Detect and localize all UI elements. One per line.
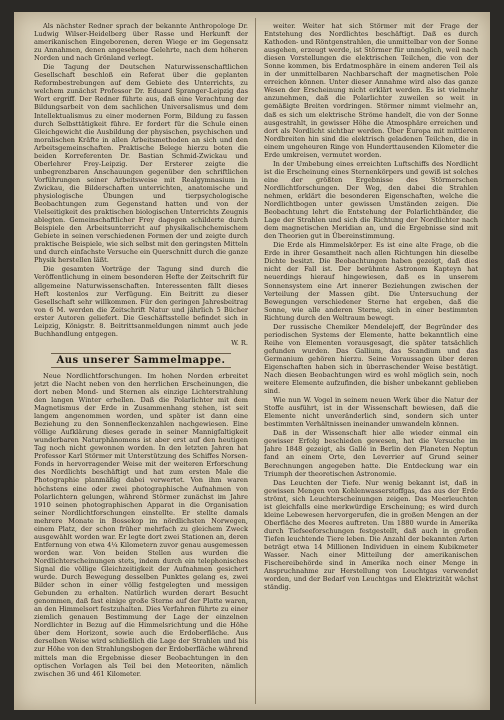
paragraph: Neue Nordlichtforschungen. Im hohen Norden erbreitet jetzt die Nacht neben von den herrlichen Erscheinungen, die dort neben Mond- und Sternen als einzige Lichterstrahlung den langen Winter erhellen. Daß die Polarlichter mit dem Magnetismus der Erde in Zusammenhang stehen, ist seit langem angenommen worden, und später ist dann eine Beziehung zu den Sonnenfleckenzahlen nachgewiesen. Eine völlige Aufklärung dieses gerade in seiner Mannigfaltigkeit wunderbaren Naturphänomens ist aber erst auf den heutigen Tag noch nicht gewonnen worden. In den letzten Jahren hat Professor Karl Störmer mit Unterstützung des Schiffes Norsen-Fonds in hervorragender Weise mit der weiteren Erforschung des Nordlichts beschäftigt und hat zum ersten Male die Photographie planmäßig dabei verwertet. Von ihm waren höchstens eine oder zwei photographische Aufnahmen von Polarlichtern gelungen, während Störmer zunächst im Jahre 1910 seinen photographischen Apparat in die Organisation seiner Nordlichtforschungen einstellte. Er stellte damals mehrere Monate in Bossekop im nördlichsten Norwegen, einem Platz, der schon früher mehrfach zu gleichem Zweck ausgewählt worden war. Er legte dort zwei Stationen an, deren Entfernung von etwa 4¼ Kilometern zuvor genau ausgemessen worden war. Von beiden Stellen aus wurden die Nordlichterscheinungen stets, indem durch ein telephonisches Signal die völlige Gleichzeitigkeit der Aufnahmen gesichert wurde. Durch Bewegung desselben Punktes gelang es, zwei Bilder schon in einer völlig festgelegten und messigen Gebunden zu erhalten. Natürlich wurden derart Besucht genommen, daß fast einige große Sterne auf der Platte waren, an den Himmelsort festzuhalten. Dies Verfahren führte zu einer ziemlich genauen Bestimmung der Lage der einzelnen Nordlichter in Bezug auf die Himmelsrichtung und die Höhe über dem Horizont, sowie auch die Erdoberfläche. Aus derselben Weise wird schließlich die Lage der Strahlen und bis zur Höhe von den Strahlungsbogen der Erdoberfläche während mittels man die Ergebnisse dieser Beobachtungen in den optischen Vorlagen als Teil bei den Meteoriten, nämlich zwischen 36 und 461 Kilometer. (34, 371, 248, 678)
right-column (264, 22, 478, 702)
paragraph: Der russische Chemiker Mendelejeff, der Begründer des periodischen Systems der Elemente, hatte bekanntlich eine Reihe von Elementen vorausgesagt, die später tatsächlich gefunden wurden. Das Gallium, das Scandium und das Germanium gehören hierzu. Seine Voraussagen über deren Eigenschaften haben sich in überraschender Weise bestätigt. Nach diesen Beobachtungen wird es wohl möglich sein, noch weitere Elemente aufzufinden, die bisher unbekannt geblieben sind. (264, 322, 478, 396)
paragraph: Als nächster Redner sprach der bekannte Anthropologe Dr. Ludwig Wilser-Heidelberg über Rasse und Herkunft der amerikanischen Eingeborenen, deren Wiege er im Gegensatz zu Annahmen, denen angesehene Gelehrte, nach dem höheren Norden und nach Grönland verlegt. (34, 22, 248, 63)
paragraph: Die Tagung der Deutschen Naturwissenschaftlichen Gesellschaft beschloß ein Referat über die geplanten Reformbestrebungen auf dem Gebiete des Unterrichts, zu welchem zunächst Professor Dr. Eduard Spranger-Leipzig das Wort ergriff. Der Redner führte aus, daß eine Verachtung der Bildungsarbeit von dem sachlichen Universalismus und dem Intellektualismus zu einer modernen Form, Bildung zu fassen durch Selbsttätigkeit führe. Er fordert für die Schule einen Gleichgewicht die Ausbildung der physischen, psychischen und moralischen Kräfte in allen Arbeitsmethoden an sich und den Arbeitsgemeinschaften. Praktische Belege hierzu boten die beiden Korreferenten Dr. Bastian Schmid-Zwickau und Oberlehrer Frey-Leipzig. Der Ersterer zeigte die unbegrenzbaren Anschauungen gegenüber den schriftlichen Vorführungen seiner Arbeitsweise mit Realgymnasium in Zwickau, die Bilderschaften unterrichten, anatomische und physiologische Übungen und tierpsychologische Beobachtungen zum Gegenstand hatten und von der Vielseitigkeit des praktischen biologischen Unterrichts Zeugnis ablegten. Gemeinschaftlicher Frey dagegen schilderte durch Beispiele den Arbeitsunterricht auf physikalischchemischem Gebiete in seinen verschiedenen Formen der und zeigte durch praktische Beispiele, wie sich selbst mit den geringsten Mitteln und durch einfachste Versuche ein Querschnitt durch die ganze Physik herstellen läßt. (34, 63, 248, 265)
section-heading-text: Aus unserer Sammelmappe. (51, 353, 232, 368)
column-divider (255, 18, 256, 704)
newspaper-page (14, 12, 490, 710)
paragraph: Wie nun W. Vogel in seinem neuen Werk über die Natur der Stoffe ausführt, ist in der Wissenschaft bewiesen, daß die Elemente nicht unveränderlich sind, sondern sich unter bestimmten Verhältnissen ineinander umwandeln können. (264, 396, 478, 429)
left-column (34, 22, 248, 702)
paragraph: weiter. Weiter hat sich Störmer mit der Frage der Entstehung des Nordlichtes beschäftigt. Daß es durch Kathoden- und Röntgenstrahlen, die unmittelbar von der Sonne ausgehen, erzeugt werde, ist Störmer für unmöglich, weil nach diesen Vorstellungen die elektrischen Teilchen, die von der Sonne kommen, bis Erdatmosphäre in einem anderen Teil als in der unmittelbaren Nachbarschaft der magnetischen Pole erreichen können. Unter dieser Annahme wird also das ganze Wesen der Erscheinung nicht erklärt werden. Es ist vielmehr anzunehmen, daß die Polarlichter zuweilen so weit in gemäßigte Breiten vordringen. Störmer nimmt vielmehr an, daß es sich um elektrische Ströme handelt, die von der Sonne ausgestrahlt, in gewisser Höhe die Atmosphäre erreichen und dort als Nordlicht sichtbar werden. Über Europa mit mittleren Nordbreiten hin sind die elektrisch geladenen Teilchen, die in einem ungeheuren Ringe von Hunderttausenden Kilometer die Erde umkreisen, vermutet worden. (264, 22, 478, 159)
author-signature: W. R. (231, 338, 248, 347)
paragraph: Die gesamten Vorträge der Tagung sind durch die Veröffentlichung in einem besonderen Hefte der Zeitschrift für allgemeine Naturwissenschaften. Interessenten fällt dieses Heft kostenlos zur Verfügung. Ein Beitritt zu dieser Gesellschaft sehr willkommen. Für den geringen Jahresbeitrag von 6 M. werden die Zeitschrift Natur und jährlich 5 Bücher erster Autoren geliefert. Die Geschäftsstelle befindet sich in Leipzig, Königstr. 8. Beitrittsanmeldungen nimmt auch jede Buchhandlung entgegen. (34, 265, 248, 338)
paragraph: Das Leuchten der Tiefe. Nur wenig bekannt ist, daß in gewissen Mengen von Kohlenwasserstoffgas, das aus der Erde strömt, sich Leuchterscheinungen zeigen. Das Meerleuchten ist gleichfalls eine merkwürdige Erscheinung; es wird durch kleine Lebewesen hervorgerufen, die in großen Mengen an der Oberfläche des Meeres auftreten. Um 1880 wurde in Amerika durch Tiefseeforschungen festgestellt, daß auch in großen Tiefen leuchtende Tiere leben. Die Anzahl der bekannten Arten beträgt etwa 14 Millionen Individuen in einem Kubikmeter Wasser. Nach einer Mitteilung der amerikanischen Fischereibehörde sind in Amerika noch einer Menge in Anspruchnahme zur Herstellung von Leuchtgas verwendet worden, und der Bedarf von Leuchtgas und Elektrizität wächst ständig. (264, 478, 478, 592)
paragraph: Daß in der Wissenschaft hier alle wieder einmal ein gewisser Erfolg beschieden gewesen, hat die Versuche im Jahre 1848 gezeigt, als Gallé in Berlin den Planeten Neptun fand an einem Orte, den Leverrier auf Grund seiner Berechnungen angegeben hatte. Die Entdeckung war ein Triumph der theoretischen Astronomie. (264, 429, 478, 478)
paragraph: Die Erde als Himmelskörper. Es ist eine alte Frage, ob die Erde in ihrer Gesamtheit nach allen Richtungen hin dieselbe Dichte besitzt. Die Beobachtungen haben gezeigt, daß dies nicht der Fall ist. Der berühmte Astronom Kapteyn hat neuerdings hierauf hingewiesen, daß es in unserem Sonnensystem eine Art innerer Beziehungen zwischen der Verteilung der Massen gibt. Die Untersuchung der Bewegungen verschiedener Sterne hat ergeben, daß die Sonne, wie alle anderen Sterne, sich in einer bestimmten Richtung durch den Weltraum bewegt. (264, 241, 478, 322)
paragraph: In der Umbebung eines erreichten Luftschiffs des Nordlicht ist die Erscheinung eines Sternenkörpers und gewiß ist solches eine der größten Ergebnisse des Störmerschen Nordlichtforschungen. Der Weg, den dabei die Strahlen nehmen, erklärt die besonderen Eigenschaften, welche die Nordlichtbogen unter gewissen Umständen zeigen. Die Beobachtung lehrt die Entstehung der Polarlichtbänder, die Lage der Strahlen und sich die Richtung der Nordlichter nach dem magnetischen Meridian an, und die Ergebnisse sind mit den Theorien gut in Übereinstimmung. (264, 159, 478, 241)
section-heading (34, 355, 248, 367)
